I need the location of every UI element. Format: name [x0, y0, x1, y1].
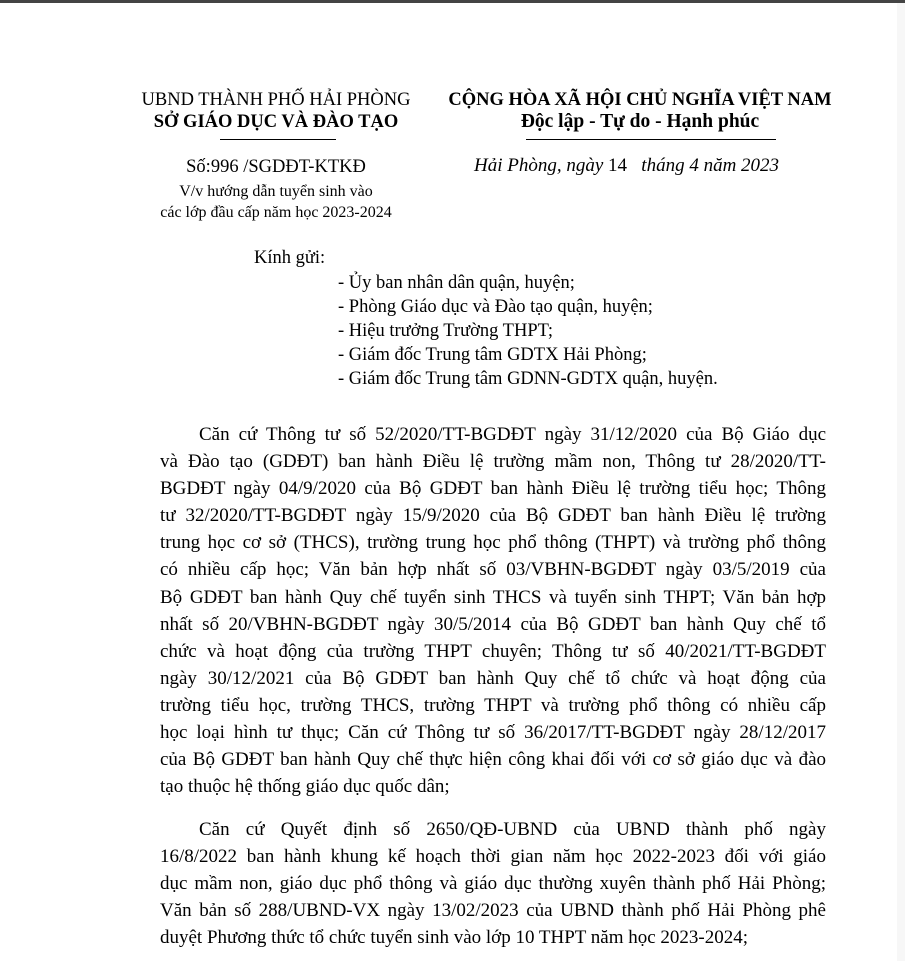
paragraph-line: Căn cứ Thông tư số 52/2020/TT-BGDĐT ngày 31/12/2020 của Bộ Giáo dục — [199, 424, 826, 445]
date-prefix: Hải Phòng, ngày — [474, 155, 604, 176]
paragraph-line: ngày 30/12/2021 của Bộ GDĐT ban hành Quy chế tổ chức và hoạt động của — [160, 667, 826, 689]
paragraph-line: trường tiểu học, trường THCS, trường THPT và trường phổ thông có nhiều cấp — [160, 694, 826, 716]
subject-line-1: V/v hướng dẫn tuyển sinh vào — [179, 183, 373, 200]
paragraph-legal-basis-1 — [160, 421, 826, 800]
document-date — [474, 155, 779, 177]
paragraph-line: nhất số 20/VBHN-BGDĐT ngày 30/5/2014 của Bộ GDĐT ban hành Quy chế tổ — [160, 613, 826, 635]
date-day: 14 — [608, 155, 628, 176]
paragraph-line: tạo thuộc hệ thống giáo dục quốc dân; — [160, 776, 450, 798]
paragraph-line: dục mầm non, giáo dục phổ thông và giáo dục thường xuyên thành phố Hải Phòng; — [160, 873, 826, 895]
document-number: Số:996 /SGDĐT-KTKĐ — [186, 157, 366, 177]
paragraph-line: và Đào tạo (GDĐT) ban hành Điều lệ trường mầm non, Thông tư 28/2020/TT- — [160, 451, 826, 473]
recipient-item: - Giám đốc Trung tâm GDTX Hải Phòng; — [338, 345, 647, 365]
national-title: CỘNG HÒA XÃ HỘI CHỦ NGHĨA VIỆT NAM — [448, 90, 832, 110]
left-header-underline — [220, 139, 336, 140]
issuing-authority: UBND THÀNH PHỐ HẢI PHÒNG — [141, 90, 411, 110]
subject-line-2: các lớp đầu cấp năm học 2023-2024 — [160, 204, 392, 221]
right-header-underline — [526, 139, 776, 140]
recipient-item: - Giám đốc Trung tâm GDNN-GDTX quận, huyện. — [338, 369, 718, 389]
page-edge — [897, 3, 905, 961]
recipient-item: - Hiệu trưởng Trường THPT; — [338, 321, 554, 341]
recipient-item: - Phòng Giáo dục và Đào tạo quận, huyện; — [338, 297, 653, 317]
paragraph-line: của Bộ GDĐT ban hành Quy chế thực hiện công khai đối với cơ sở giáo dục và đào — [160, 749, 826, 771]
paragraph-line: tư 32/2020/TT-BGDĐT ngày 15/9/2020 của Bộ GDĐT ban hành Điều lệ trường — [160, 505, 826, 527]
date-suffix: tháng 4 năm 2023 — [641, 155, 780, 176]
paragraph-line: Bộ GDĐT ban hành Quy chế tuyển sinh THCS và tuyển sinh THPT; Văn bản hợp — [160, 586, 826, 608]
recipient-item: - Ủy ban nhân dân quận, huyện; — [338, 273, 575, 293]
paragraph-line: 16/8/2022 ban hành khung kế hoạch thời gian năm học 2022-2023 đối với giáo — [160, 846, 826, 868]
paragraph-line: học loại hình tư thục; Căn cứ Thông tư số 36/2017/TT-BGDĐT ngày 28/12/2017 — [160, 722, 826, 744]
paragraph-line: duyệt Phương thức tổ chức tuyển sinh vào lớp 10 THPT năm học 2023-2024; — [160, 927, 749, 949]
window-top-border — [0, 0, 905, 3]
paragraph-line: chức và hoạt động của trường THPT chuyên; Thông tư số 40/2021/TT-BGDĐT — [160, 640, 826, 662]
national-motto: Độc lập - Tự do - Hạnh phúc — [520, 111, 760, 132]
issuing-department: SỞ GIÁO DỤC VÀ ĐÀO TẠO — [153, 112, 399, 132]
paragraph-line: Căn cứ Quyết định số 2650/QĐ-UBND của UBND thành phố ngày — [199, 819, 826, 840]
paragraph-line: có nhiều cấp học; Văn bản hợp nhất số 03/VBHN-BGDĐT ngày 03/5/2019 của — [160, 559, 826, 581]
paragraph-line: Văn bản số 288/UBND-VX ngày 13/02/2023 của UBND thành phố Hải Phòng phê — [160, 900, 826, 922]
recipients-label: Kính gửi: — [254, 248, 326, 268]
paragraph-line: trung học cơ sở (THCS), trường trung học phổ thông (THPT) và trường phổ thông — [160, 532, 826, 554]
paragraph-legal-basis-2 — [160, 816, 826, 951]
paragraph-line: BGDĐT ngày 04/9/2020 của Bộ GDĐT ban hành Điều lệ trường tiểu học; Thông — [160, 478, 826, 500]
